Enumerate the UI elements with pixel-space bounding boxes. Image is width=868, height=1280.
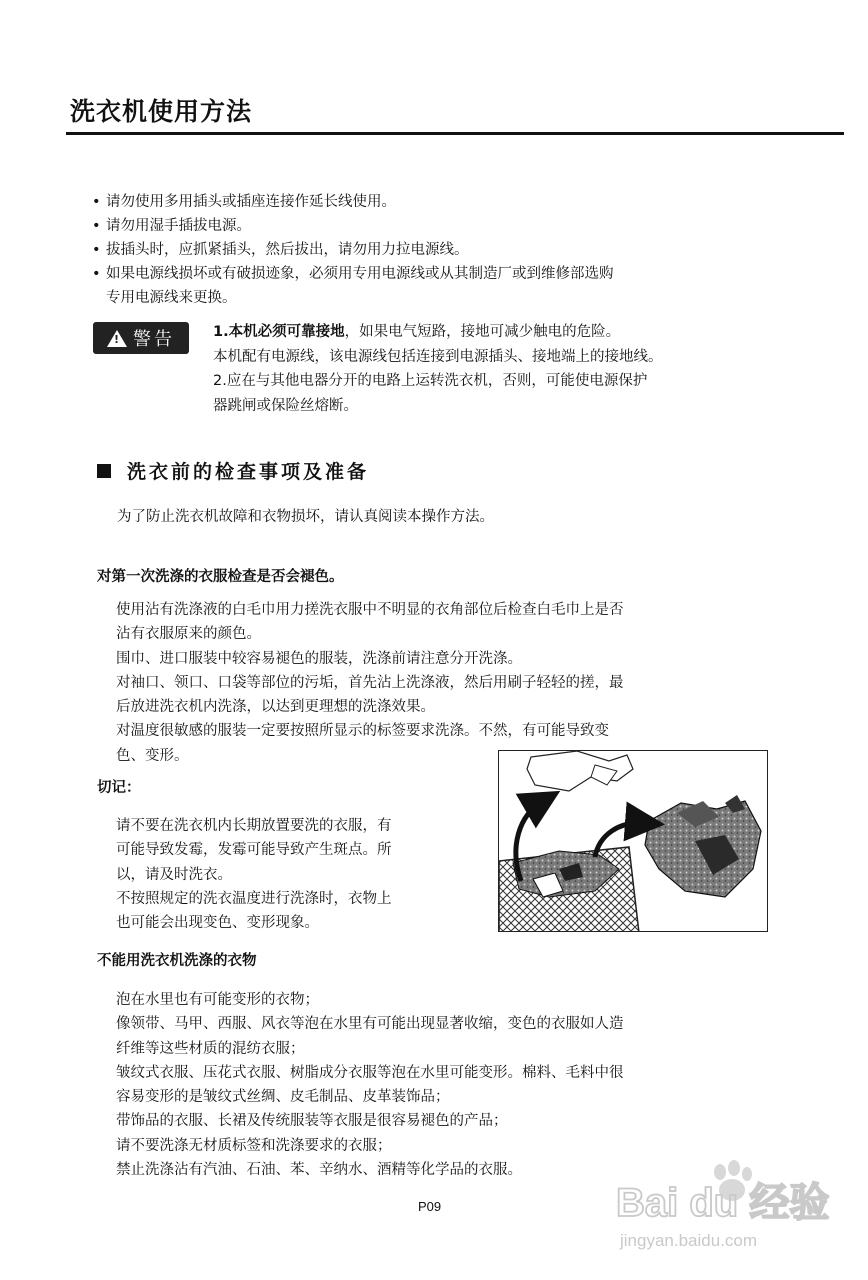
paragraph-line: 色、变形。 — [116, 747, 189, 764]
paragraph-line: 请不要洗涤无材质标签和洗涤要求的衣服； — [116, 1137, 392, 1154]
laundry-basket-image — [499, 751, 768, 932]
warning-line: 本机配有电源线，该电源线包括连接到电源插头、接地端上的接地线。 — [213, 348, 663, 365]
laundry-illustration — [498, 750, 768, 932]
warning-line: 2.应在与其他电器分开的电路上运转洗衣机，否则，可能使电源保护 — [213, 373, 648, 389]
warning-line: 器跳闸或保险丝熔断。 — [213, 397, 358, 414]
safety-bullet-list — [92, 190, 812, 310]
paragraph-line: 围巾、进口服装中较容易褪色的服装，洗涤前请注意分开洗涤。 — [116, 650, 522, 667]
square-bullet-icon — [97, 464, 111, 478]
paragraph-line: 使用沾有洗涤液的白毛巾用力搓洗衣服中不明显的衣角部位后检查白毛巾上是否 — [116, 602, 624, 618]
paragraph-line: 像领带、马甲、西服、风衣等泡在水里有可能出现显著收缩，变色的衣服如人造 — [116, 1016, 624, 1033]
not-washable-heading: 不能用洗衣机洗涤的衣物 — [97, 953, 257, 969]
not-washable-paragraph — [116, 988, 624, 1182]
paragraph-line: 不按照规定的洗衣温度进行洗涤时，衣物上 — [116, 890, 392, 907]
title-divider — [66, 132, 844, 135]
warning-bold-text: 1.本机必须可靠接地 — [213, 324, 345, 340]
section-heading-text: 洗衣前的检查事项及准备 — [127, 461, 370, 483]
paragraph-line: 后放进洗衣机内洗涤，以达到更理想的洗涤效果。 — [116, 699, 435, 716]
bullet-item: • 请勿使用多用插头或插座连接作延长线使用。 — [92, 190, 812, 214]
paragraph-line: 纤维等这些材质的混纺衣服； — [116, 1040, 305, 1057]
watermark-brand: Bai du 经验 — [616, 1181, 830, 1225]
remember-heading: 切记： — [97, 780, 141, 796]
warning-badge-label: 警告 — [133, 329, 175, 350]
bullet-item: • 如果电源线损坏或有破损迹象，必须用专用电源线或从其制造厂或到维修部选购 — [92, 262, 812, 286]
warning-triangle-icon — [107, 330, 127, 347]
section-heading — [97, 457, 369, 484]
warning-text — [213, 320, 813, 418]
colorfast-paragraph — [116, 598, 624, 768]
paragraph-line: 以，请及时洗衣。 — [116, 866, 232, 883]
paragraph-line: 泡在水里也有可能变形的衣物； — [116, 992, 319, 1008]
paragraph-line: 容易变形的是皱纹式丝绸、皮毛制品、皮革装饰品； — [116, 1089, 450, 1106]
baidu-watermark — [612, 1158, 832, 1258]
paragraph-line: 也可能会出现变色、变形现象。 — [116, 915, 319, 932]
page-number: P09 — [418, 1199, 442, 1214]
warning-line-rest: ，如果电气短路，接地可减少触电的危险。 — [344, 324, 621, 340]
paragraph-line: 沾有衣服原来的颜色。 — [116, 626, 261, 643]
page-title: 洗衣机使用方法 — [70, 97, 253, 126]
warning-badge — [93, 322, 189, 354]
bullet-continuation: 专用电源线来更换。 — [106, 290, 237, 306]
watermark-url: jingyan.baidu.com — [620, 1231, 758, 1250]
baidu-paw-logo — [612, 1158, 832, 1258]
warning-line — [213, 320, 813, 345]
section-intro: 为了防止洗衣机故障和衣物损坏，请认真阅读本操作方法。 — [117, 509, 494, 525]
paragraph-line: 对温度很敏感的服装一定要按照所显示的标签要求洗涤。不然，有可能导致变 — [116, 723, 609, 740]
paragraph-line: 对袖口、领口、口袋等部位的污垢，首先沾上洗涤液，然后用刷子轻轻的搓，最 — [116, 674, 624, 691]
paragraph-line: 禁止洗涤沾有汽油、石油、苯、辛纳水、酒精等化学品的衣服。 — [116, 1162, 522, 1179]
paragraph-line: 可能导致发霉，发霉可能导致产生斑点。所 — [116, 842, 392, 859]
paragraph-line: 皱纹式衣服、压花式衣服、树脂成分衣服等泡在水里可能变形。棉料、毛料中很 — [116, 1064, 624, 1081]
remember-paragraph — [116, 814, 392, 935]
colorfast-heading: 对第一次洗涤的衣服检查是否会褪色。 — [97, 569, 344, 585]
bullet-item: • 拔插头时，应抓紧插头，然后拔出，请勿用力拉电源线。 — [92, 238, 812, 262]
paragraph-line: 请不要在洗衣机内长期放置要洗的衣服，有 — [116, 818, 392, 834]
bullet-item: • 请勿用湿手插拔电源。 — [92, 214, 812, 238]
paragraph-line: 带饰品的衣服、长裙及传统服装等衣服是很容易褪色的产品； — [116, 1113, 508, 1130]
